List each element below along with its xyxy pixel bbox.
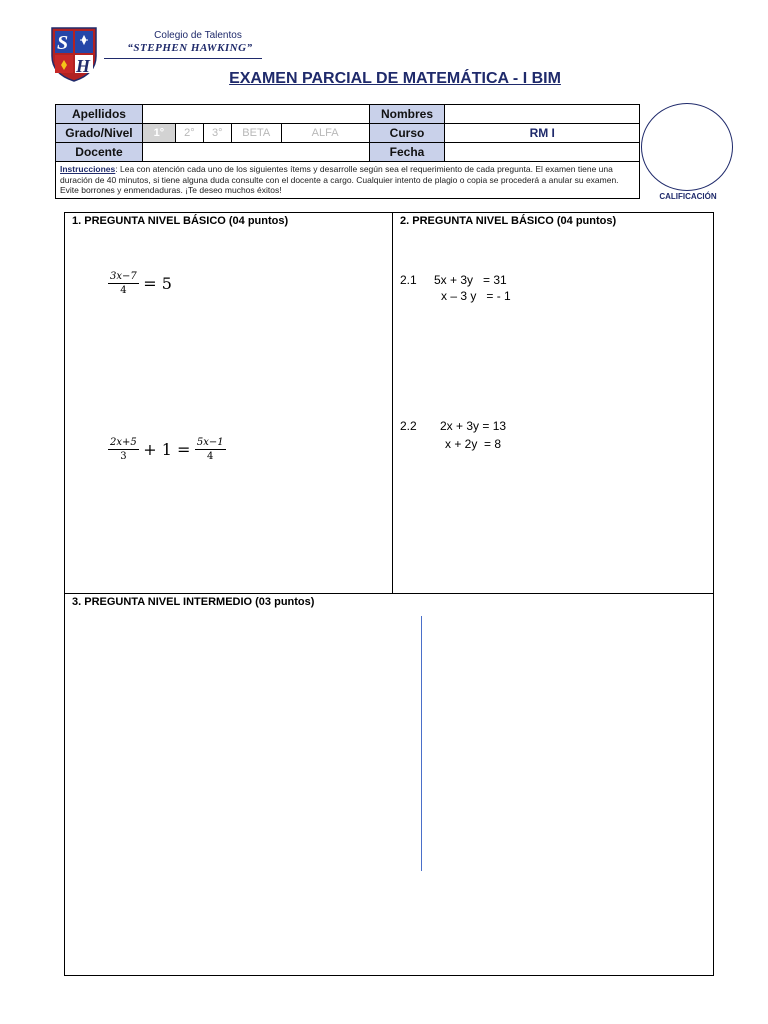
questions-frame <box>64 212 714 976</box>
fecha-field[interactable] <box>445 143 640 162</box>
fraction-numerator: 2x+5 <box>110 437 137 448</box>
school-name-underline <box>104 58 262 59</box>
column-divider <box>392 212 393 594</box>
grado-label: Grado/Nivel <box>56 124 143 143</box>
question-3-title: 3. PREGUNTA NIVEL INTERMEDIO (03 puntos) <box>72 596 315 608</box>
system-2-1-line1: 5x + 3y = 31 <box>434 273 507 287</box>
question-1-equation-a <box>108 270 172 297</box>
crest-letter-s: S <box>57 32 69 54</box>
vertical-guide-line <box>421 616 422 871</box>
grade-label: CALIFICACIÓN <box>659 192 717 201</box>
fraction-numerator: 3x−7 <box>110 271 137 282</box>
student-info-table <box>55 104 640 199</box>
equation-middle: + 1 = <box>143 440 191 459</box>
apellidos-label: Apellidos <box>56 105 143 124</box>
question-1-title: 1. PREGUNTA NIVEL BÁSICO (04 puntos) <box>72 215 289 227</box>
question-1-equation-b <box>108 436 226 463</box>
system-2-2-line1: 2x + 3y = 13 <box>440 419 507 433</box>
row-divider <box>64 593 714 594</box>
curso-label: Curso <box>369 124 445 143</box>
exam-title: EXAMEN PARCIAL DE MATEMÁTICA - I BIM <box>229 70 561 87</box>
school-crest-logo <box>50 26 98 82</box>
crest-letter-h: H <box>76 56 91 76</box>
school-name-line2: “STEPHEN HAWKING” <box>127 42 253 54</box>
fraction <box>108 270 139 297</box>
question-2-title: 2. PREGUNTA NIVEL BÁSICO (04 puntos) <box>400 215 617 227</box>
fraction-denominator: 4 <box>120 285 127 296</box>
fraction-numerator: 5x−1 <box>196 437 224 448</box>
fecha-label: Fecha <box>369 143 445 162</box>
nombres-field[interactable] <box>445 105 640 124</box>
fraction-denominator: 3 <box>120 451 127 462</box>
grade-circle[interactable] <box>641 103 733 191</box>
nombres-label: Nombres <box>369 105 445 124</box>
grado-option-alfa[interactable]: ALFA <box>281 124 369 143</box>
system-2-2-line2: x + 2y = 8 <box>445 437 502 451</box>
instructions-label: Instrucciones <box>60 164 116 174</box>
system-2-2-number: 2.2 <box>400 419 417 433</box>
fraction-left <box>108 436 139 463</box>
equation-rhs: = 5 <box>143 274 172 293</box>
fraction-denominator: 4 <box>207 451 214 462</box>
school-name-line1: Colegio de Talentos <box>154 30 242 41</box>
system-2-1-line2: x – 3 y = - 1 <box>441 289 511 303</box>
docente-label: Docente <box>56 143 143 162</box>
apellidos-field[interactable] <box>142 105 369 124</box>
fraction-right <box>195 436 226 463</box>
grado-option-1[interactable]: 1° <box>142 124 175 143</box>
curso-value: RM I <box>445 124 640 143</box>
instructions-text: : Lea con atención cada uno de los siguientes ítems y desarrolle según sea el requerimiento de cada pregunta. El examen tiene una duración de 40 minutos, si tiene alguna duda consulte con el docente a cargo. Cualquier intento de plagio o copia se procederá a anular su examen. Evite borrones y enmendaduras. ¡Te deseo muchos éxitos! <box>60 164 619 195</box>
grado-option-2[interactable]: 2° <box>175 124 203 143</box>
instructions <box>56 162 640 199</box>
docente-field[interactable] <box>142 143 369 162</box>
grado-option-3[interactable]: 3° <box>203 124 231 143</box>
system-2-1-number: 2.1 <box>400 273 417 287</box>
grado-option-beta[interactable]: BETA <box>231 124 281 143</box>
